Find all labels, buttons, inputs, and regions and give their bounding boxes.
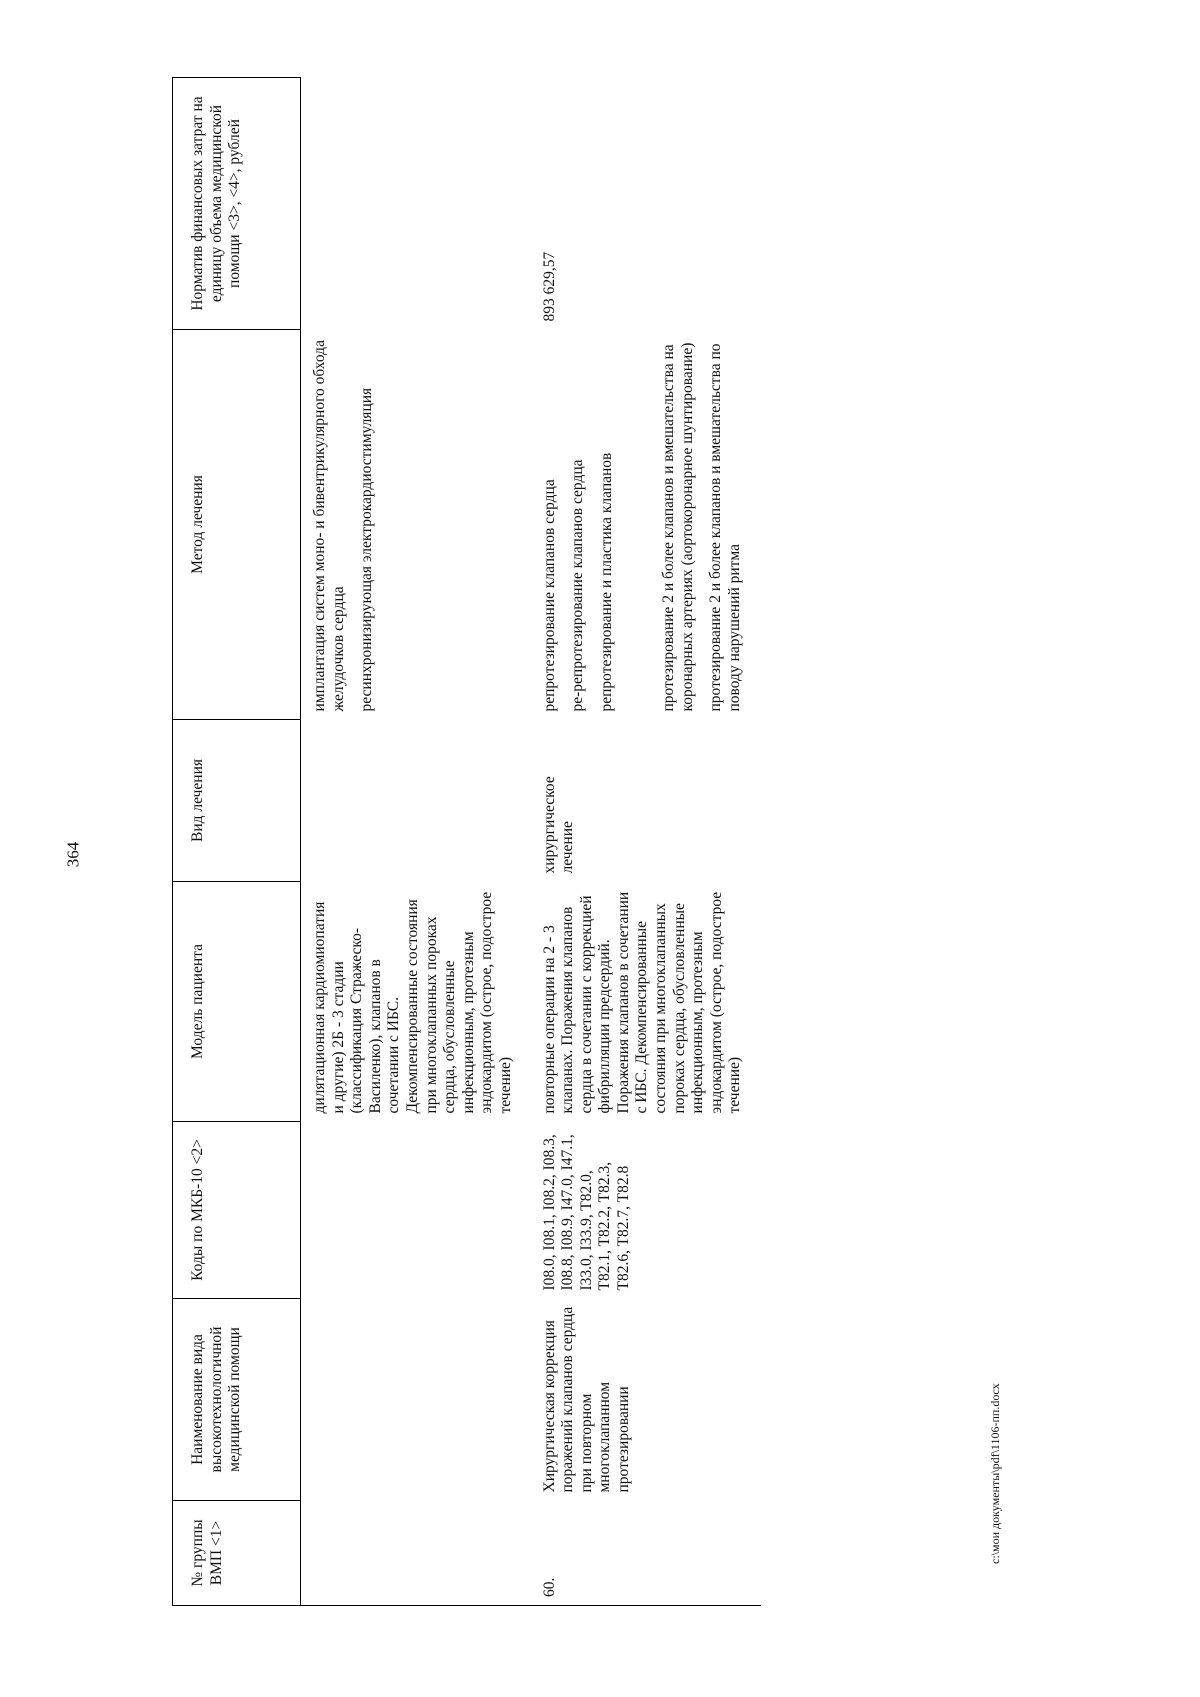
method-item: ресинхронизирующая электрокардиостимуляция [358,387,376,712]
method-item: протезирование 2 и более клапанов и вмешательства по поводу нарушений ритма [707,343,744,712]
method-item: ре-репротезирование клапанов сердца [569,459,587,712]
page-number: 364 [63,841,83,868]
cell-patient-model: повторные операции на 2 - 3 клапанах. Поражения клапанов сердца в сочетании с коррекцией фибрилляции предсердий. Поражения клапанов в сочетании с ИБС. Декомпенсированные состояния при многоклапанных пороках сердца, обусловленные инфекционным, протезным эндокардитом (острое, подострое течение) [540,891,744,1114]
header-vmp-name: Наименование вида высокотехнологичной медицинской помощи [173,1299,301,1501]
method-item: протезирование 2 и более клапанов и вмешательства на коронарных артериях (аортокоронарное шунтирование) [660,342,696,712]
header-treatment-type: Вид лечения [173,720,301,882]
method-item: репротезирование клапанов сердца [540,479,558,712]
cell-group-number: 60. [529,1501,761,1606]
cell-vmp-name [301,1299,529,1501]
vmp-table [172,77,761,1606]
table-row [529,78,761,1606]
header-treatment-method: Метод лечения [173,330,301,720]
cell-patient-model: дилятационная кардиомиопатия и другие) 2Б - 3 стадии (классификация Стражеско-Василенко), клапанов в сочетании с ИБС. Декомпенсированные состояния при многоклапанных пороках сердца, обусловленные инфекционным, протезным эндокардитом (острое, подострое течение) [311,891,514,1114]
cell-icd-codes [301,1122,529,1299]
method-item: репротезирование и пластика клапанов [597,452,615,712]
header-patient-model: Модель пациента [173,882,301,1122]
table-row [301,78,529,1606]
rotated-page-content [172,78,942,1606]
footer-file-path: c:\мои документы\pdf\1106-пп.docx [988,1383,1002,1564]
cell-icd-codes: I08.0, I08.1, I08.2, I08.3, I08.8, I08.9, I47.0, I47.1, I33.0, I33.9, T82.0, T82.1, T82.2, T82.3, T82.6, T82.7, T82.8 [540,1134,632,1291]
cell-treatment-type: хирургическое лечение [540,776,577,874]
header-cost-norm: Норматив финансовых затрат на единицу объема медицинской помощи <3>, <4>, рублей [173,78,301,330]
cell-vmp-name: Хирургическая коррекция поражений клапанов сердца при повторном многоклапанном протезировании [540,1306,632,1493]
cell-cost-norm: 893 629,57 [540,251,558,322]
cell-treatment-method [301,330,529,720]
cell-treatment-method [529,330,761,720]
table-header-row [173,78,301,1606]
cell-group-number [301,1501,529,1606]
header-group-number: № группы ВМП <1> [173,1501,301,1606]
cell-cost-norm [301,78,529,330]
header-icd-codes: Коды по МКБ-10 <2> [173,1122,301,1299]
method-item: имплантация систем моно- и бивентрикулярного обхода желудочков сердца [311,340,347,712]
cell-treatment-type [301,720,529,882]
